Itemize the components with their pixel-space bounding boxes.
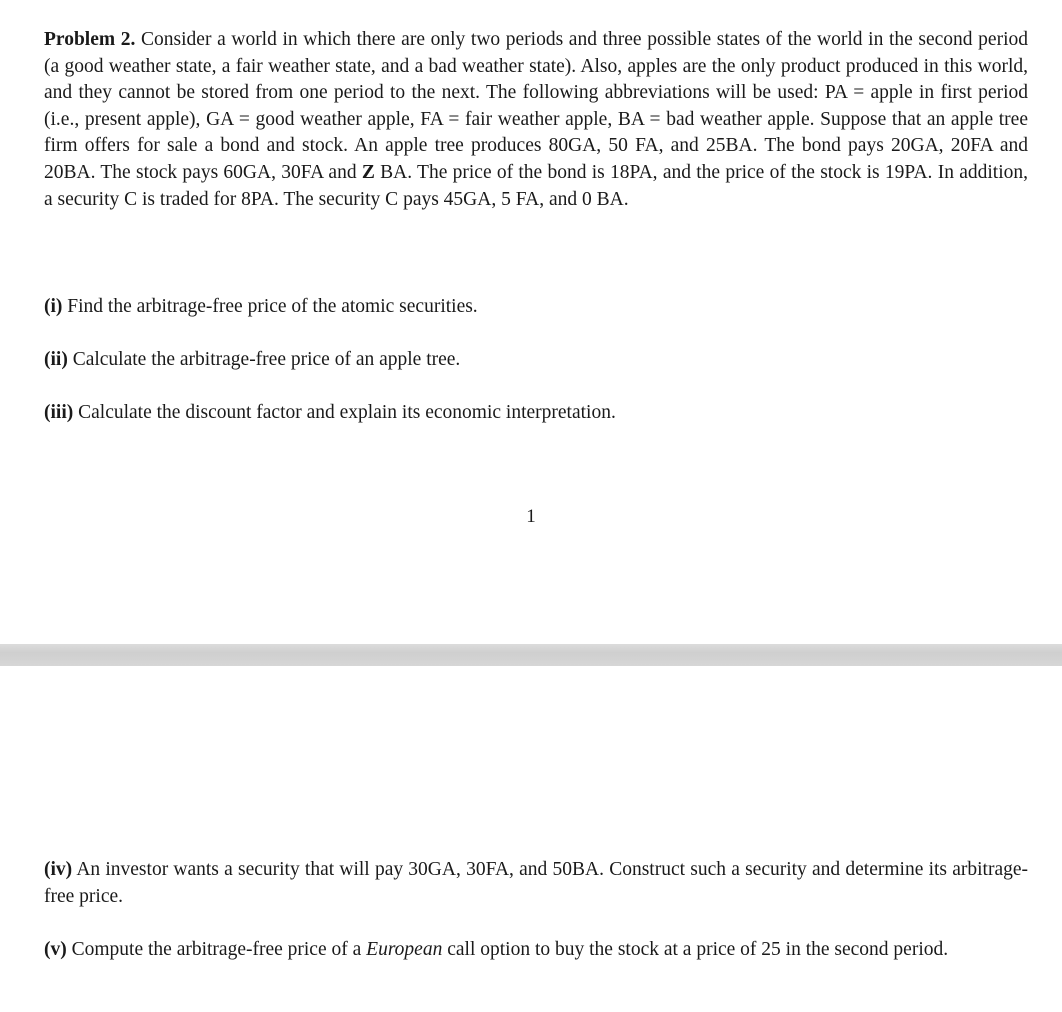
problem-statement [44,27,1028,213]
problem-heading: Problem 2. [44,29,136,50]
page-separator [0,644,1062,666]
question-text-before: Compute the arbitrage-free price of a [71,939,362,960]
question-label: (v) [44,939,67,960]
question-text: Find the arbitrage-free price of the atomic securities. [67,296,478,317]
question-text: Calculate the discount factor and explain its economic interpretation. [78,402,616,423]
problem-bold-z: Z [361,161,375,183]
question-iv [44,857,1028,910]
question-i [44,294,1028,321]
question-italic-term: European [366,939,443,960]
problem-text-part2: BA. The price of the bond is 18PA, and the price of the stock is 19PA. In addition, a security C is traded for 8PA. The security C pays 45GA, 5 FA, and 0 BA. [44,161,1029,210]
question-v [44,937,1028,964]
page-number: 1 [526,506,536,527]
question-text: Calculate the arbitrage-free price of an apple tree. [72,349,461,370]
question-iii [44,400,1028,427]
question-ii [44,347,1028,374]
question-label: (ii) [44,349,68,370]
question-label: (iii) [44,402,74,423]
problem-text-part1: Consider a world in which there are only two periods and three possible states of the world in the second period (a good weather state, a fair weather state, and a bad weather state). Also, apples are the only product produced in this world, and they cannot be stored from one period to the next. The following abbreviations will be used: PA = apple in first period (i.e., present apple), GA = good weather apple, FA = fair weather apple, BA = bad weather apple. Suppose that an apple tree firm offers for sale a bond and stock. An apple tree produces 80GA, 50 FA, and 25BA. The bond pays 20GA, 20FA and 20BA. The stock pays 60GA, 30FA and [44,29,1028,183]
question-text: An investor wants a security that will pay 30GA, 30FA, and 50BA. Construct such a security and determine its arbitrage-free price. [44,859,1028,907]
question-label: (iv) [44,859,73,880]
question-text-after: call option to buy the stock at a price of 25 in the second period. [447,939,949,960]
question-label: (i) [44,296,63,317]
